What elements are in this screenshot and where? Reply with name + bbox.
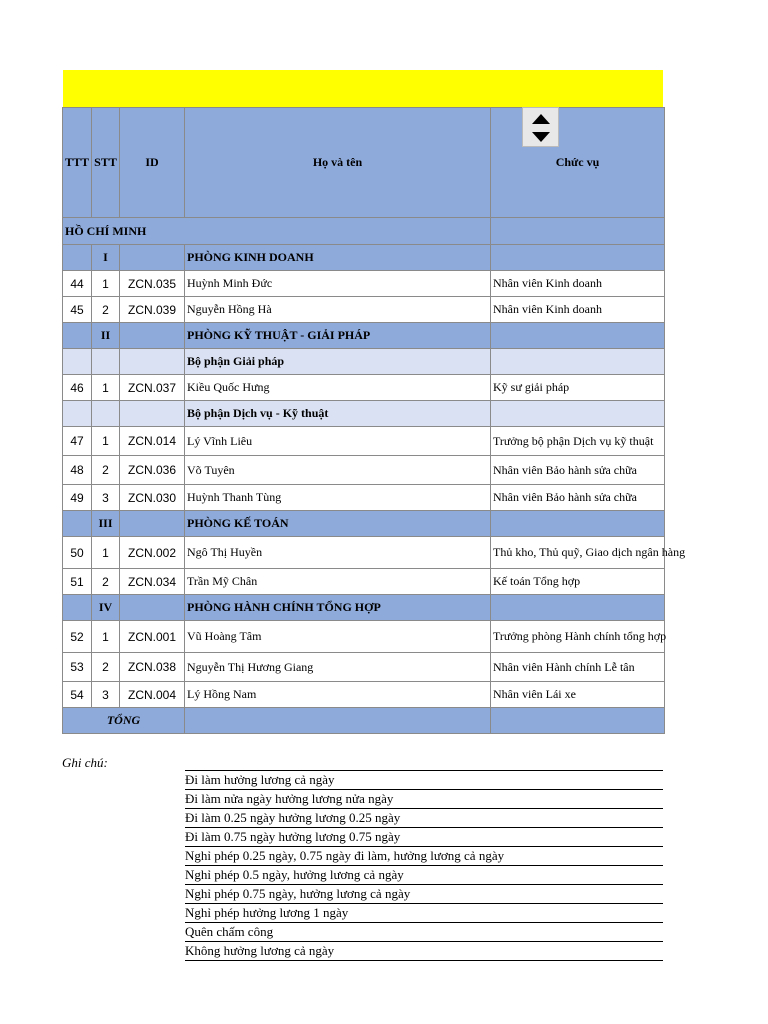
cell-name[interactable]: Vũ Hoàng Tâm	[185, 621, 491, 653]
header-position[interactable]: Chức vụ	[491, 108, 665, 218]
cell-id[interactable]: ZCN.034	[120, 569, 185, 595]
table-row	[63, 653, 665, 682]
cell-ttt[interactable]: 47	[63, 427, 92, 456]
cell-id[interactable]: ZCN.037	[120, 375, 185, 401]
note-item[interactable]: Đi làm hưởng lương cả ngày	[185, 770, 663, 789]
cell-ttt[interactable]: 45	[63, 297, 92, 323]
cell-position[interactable]: Kỹ sư giải pháp	[491, 375, 665, 401]
department-name[interactable]: PHÒNG KỸ THUẬT - GIẢI PHÁP	[185, 323, 491, 349]
title-bar	[63, 70, 663, 107]
department-roman[interactable]: II	[92, 323, 120, 349]
cell-stt[interactable]: 3	[92, 682, 120, 708]
cell-name[interactable]: Võ Tuyên	[185, 456, 491, 485]
header-ttt[interactable]: TTT	[63, 108, 92, 218]
cell-ttt[interactable]: 53	[63, 653, 92, 682]
header-stt[interactable]: STT	[92, 108, 120, 218]
cell[interactable]	[63, 245, 92, 271]
cell-stt[interactable]: 2	[92, 456, 120, 485]
cell-name[interactable]: Lý Vĩnh Liêu	[185, 427, 491, 456]
cell[interactable]	[63, 511, 92, 537]
total-row	[63, 708, 665, 734]
cell[interactable]	[120, 349, 185, 375]
cell-name[interactable]: Kiều Quốc Hưng	[185, 375, 491, 401]
department-roman[interactable]: I	[92, 245, 120, 271]
cell-id[interactable]: ZCN.001	[120, 621, 185, 653]
cell-position[interactable]: Thủ kho, Thủ quỹ, Giao dịch ngân hàng	[491, 537, 665, 569]
department-row	[63, 511, 665, 537]
department-roman[interactable]: III	[92, 511, 120, 537]
cell[interactable]	[491, 349, 665, 375]
cell[interactable]	[63, 595, 92, 621]
header-id[interactable]: ID	[120, 108, 185, 218]
cell-position[interactable]: Nhân viên Lái xe	[491, 682, 665, 708]
cell-id[interactable]: ZCN.039	[120, 297, 185, 323]
cell[interactable]	[120, 511, 185, 537]
table-row	[63, 297, 665, 323]
cell[interactable]	[185, 708, 491, 734]
cell[interactable]	[120, 595, 185, 621]
cell-id[interactable]: ZCN.035	[120, 271, 185, 297]
cell-ttt[interactable]: 48	[63, 456, 92, 485]
note-item[interactable]: Nghỉ phép 0.25 ngày, 0.75 ngày đi làm, hưởng lương cả ngày	[185, 846, 663, 865]
cell-position[interactable]: Nhân viên Bảo hành sửa chữa	[491, 485, 665, 511]
department-name[interactable]: PHÒNG HÀNH CHÍNH TỔNG HỢP	[185, 595, 491, 621]
subdepartment-name[interactable]: Bộ phận Giải pháp	[185, 349, 491, 375]
note-item[interactable]: Đi làm 0.25 ngày hưởng lương 0.25 ngày	[185, 808, 663, 827]
cell-stt[interactable]: 2	[92, 653, 120, 682]
table-row	[63, 271, 665, 297]
department-name[interactable]: PHÒNG KẾ TOÁN	[185, 511, 491, 537]
cell-position[interactable]: Kế toán Tổng hợp	[491, 569, 665, 595]
note-item[interactable]: Nghỉ phép 0.75 ngày, hưởng lương cả ngày	[185, 884, 663, 903]
table-row	[63, 456, 665, 485]
total-label[interactable]: TỔNG	[63, 708, 185, 734]
note-item[interactable]: Nghỉ phép 0.5 ngày, hưởng lương cả ngày	[185, 865, 663, 884]
cell-position[interactable]: Nhân viên Kinh doanh	[491, 297, 665, 323]
cell-id[interactable]: ZCN.038	[120, 653, 185, 682]
note-item[interactable]: Quên chấm công	[185, 922, 663, 941]
arrow-up-icon[interactable]	[532, 114, 550, 124]
cell-ttt[interactable]: 49	[63, 485, 92, 511]
cell[interactable]	[491, 708, 665, 734]
header-row	[63, 108, 665, 218]
subdepartment-name[interactable]: Bộ phận Dịch vụ - Kỹ thuật	[185, 401, 491, 427]
cell-ttt[interactable]: 51	[63, 569, 92, 595]
table-row	[63, 427, 665, 456]
cell-id[interactable]: ZCN.036	[120, 456, 185, 485]
cell-position[interactable]: Trưởng phòng Hành chính tổng hợp	[491, 621, 665, 653]
region-row	[63, 218, 665, 245]
cell-name[interactable]: Huỳnh Minh Đức	[185, 271, 491, 297]
table-row	[63, 569, 665, 595]
cell-ttt[interactable]: 44	[63, 271, 92, 297]
department-row	[63, 245, 665, 271]
cell-stt[interactable]: 3	[92, 485, 120, 511]
cell-ttt[interactable]: 52	[63, 621, 92, 653]
cell[interactable]	[120, 323, 185, 349]
cell[interactable]	[491, 595, 665, 621]
cell-stt[interactable]: 1	[92, 271, 120, 297]
cell-stt[interactable]: 1	[92, 427, 120, 456]
cell[interactable]	[491, 323, 665, 349]
cell-stt[interactable]: 2	[92, 569, 120, 595]
cell-name[interactable]: Ngô Thị Huyền	[185, 537, 491, 569]
cell[interactable]	[491, 218, 665, 245]
department-roman[interactable]: IV	[92, 595, 120, 621]
cell-stt[interactable]: 2	[92, 297, 120, 323]
note-item[interactable]: Không hưởng lương cả ngày	[185, 941, 663, 961]
cell-name[interactable]: Huỳnh Thanh Tùng	[185, 485, 491, 511]
notes-title: Ghi chú:	[62, 755, 108, 770]
header-name[interactable]: Họ và tên	[185, 108, 491, 218]
table-row	[63, 375, 665, 401]
cell-id[interactable]: ZCN.002	[120, 537, 185, 569]
cell[interactable]	[491, 511, 665, 537]
department-row	[63, 323, 665, 349]
table-row	[63, 537, 665, 569]
cell-position[interactable]: Nhân viên Hành chính Lễ tân	[491, 653, 665, 682]
cell-stt[interactable]: 1	[92, 621, 120, 653]
table-row	[63, 621, 665, 653]
cell[interactable]	[491, 245, 665, 271]
cell-name[interactable]: Nguyễn Thị Hương Giang	[185, 653, 491, 682]
department-row	[63, 595, 665, 621]
cell[interactable]	[92, 401, 120, 427]
cell[interactable]	[491, 401, 665, 427]
cell-ttt[interactable]: 54	[63, 682, 92, 708]
cell-position[interactable]: Nhân viên Kinh doanh	[491, 271, 665, 297]
arrow-down-icon[interactable]	[532, 132, 550, 142]
cell-id[interactable]: ZCN.030	[120, 485, 185, 511]
cell-stt[interactable]: 1	[92, 375, 120, 401]
cell-ttt[interactable]: 50	[63, 537, 92, 569]
cell-id[interactable]: ZCN.014	[120, 427, 185, 456]
region-label[interactable]: HỒ CHÍ MINH	[63, 218, 491, 245]
cell[interactable]	[120, 245, 185, 271]
department-name[interactable]: PHÒNG KINH DOANH	[185, 245, 491, 271]
cell[interactable]	[92, 349, 120, 375]
cell-name[interactable]: Lý Hồng Nam	[185, 682, 491, 708]
cell-position[interactable]: Nhân viên Bảo hành sửa chữa	[491, 456, 665, 485]
cell-name[interactable]: Trần Mỹ Chân	[185, 569, 491, 595]
cell[interactable]	[120, 401, 185, 427]
cell[interactable]	[63, 349, 92, 375]
scroll-spinner[interactable]	[522, 107, 559, 147]
employee-table	[62, 107, 686, 734]
cell-position[interactable]: Trưởng bộ phận Dịch vụ kỹ thuật	[491, 427, 665, 456]
cell-ttt[interactable]: 46	[63, 375, 92, 401]
notes-list	[185, 770, 663, 961]
cell-id[interactable]: ZCN.004	[120, 682, 185, 708]
note-item[interactable]: Đi làm nửa ngày hưởng lương nửa ngày	[185, 789, 663, 808]
note-item[interactable]: Nghỉ phép hưởng lương 1 ngày	[185, 903, 663, 922]
table-row	[63, 485, 665, 511]
cell-stt[interactable]: 1	[92, 537, 120, 569]
table-row	[63, 682, 665, 708]
cell[interactable]	[63, 401, 92, 427]
note-item[interactable]: Đi làm 0.75 ngày hưởng lương 0.75 ngày	[185, 827, 663, 846]
subdepartment-row	[63, 349, 665, 375]
cell-name[interactable]: Nguyễn Hồng Hà	[185, 297, 491, 323]
cell[interactable]	[63, 323, 92, 349]
subdepartment-row	[63, 401, 665, 427]
